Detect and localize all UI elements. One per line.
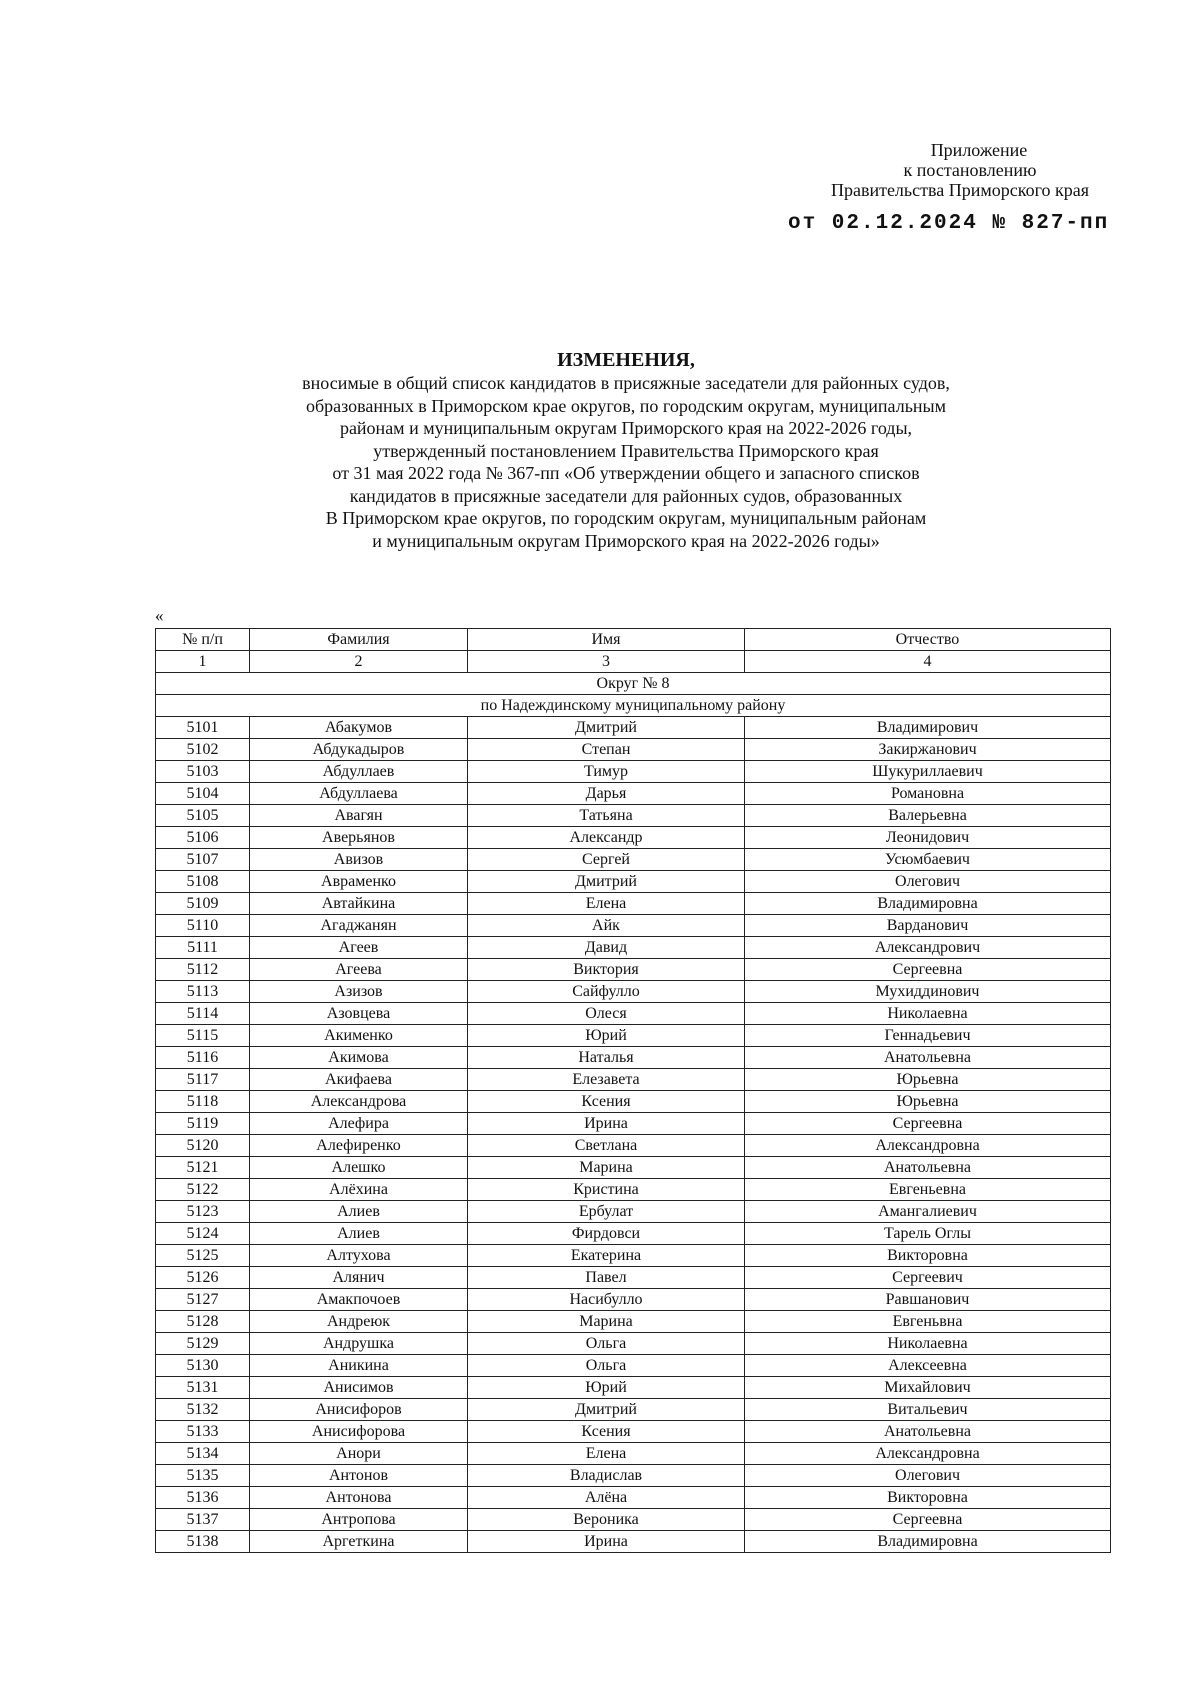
first-name-cell: Ксения: [468, 1421, 745, 1443]
row-number: 5104: [156, 783, 250, 805]
first-name-cell: Светлана: [468, 1135, 745, 1157]
first-name-cell: Юрий: [468, 1377, 745, 1399]
table-row: [156, 1245, 1111, 1267]
patronymic-cell: Валерьевна: [745, 805, 1111, 827]
table-row: [156, 1267, 1111, 1289]
patronymic-cell: Олегович: [745, 1465, 1111, 1487]
patronymic-cell: Тарель Оглы: [745, 1223, 1111, 1245]
first-name-cell: Марина: [468, 1157, 745, 1179]
row-number: 5131: [156, 1377, 250, 1399]
table-row: [156, 717, 1111, 739]
surname-cell: Александрова: [250, 1091, 468, 1113]
first-name-cell: Павел: [468, 1267, 745, 1289]
patronymic-cell: Михайлович: [745, 1377, 1111, 1399]
patronymic-cell: Леонидович: [745, 827, 1111, 849]
row-number: 5133: [156, 1421, 250, 1443]
first-name-cell: Елена: [468, 1443, 745, 1465]
header-patronymic: Отчество: [745, 629, 1111, 651]
patronymic-cell: Николаевна: [745, 1333, 1111, 1355]
row-number: 5119: [156, 1113, 250, 1135]
column-number: 3: [468, 651, 745, 673]
table-row: [156, 1047, 1111, 1069]
table-row: [156, 1289, 1111, 1311]
first-name-cell: Ирина: [468, 1113, 745, 1135]
first-name-cell: Алёна: [468, 1487, 745, 1509]
first-name-cell: Елена: [468, 893, 745, 915]
first-name-cell: Татьяна: [468, 805, 745, 827]
table-row: [156, 1201, 1111, 1223]
surname-cell: Алефиренко: [250, 1135, 468, 1157]
header-surname: Фамилия: [250, 629, 468, 651]
surname-cell: Авраменко: [250, 871, 468, 893]
row-number: 5122: [156, 1179, 250, 1201]
surname-cell: Аникина: [250, 1355, 468, 1377]
first-name-cell: Ольга: [468, 1355, 745, 1377]
surname-cell: Андрушка: [250, 1333, 468, 1355]
row-number: 5108: [156, 871, 250, 893]
first-name-cell: Фирдовси: [468, 1223, 745, 1245]
row-number: 5135: [156, 1465, 250, 1487]
row-number: 5106: [156, 827, 250, 849]
table-row: [156, 1443, 1111, 1465]
row-number: 5124: [156, 1223, 250, 1245]
row-number: 5101: [156, 717, 250, 739]
surname-cell: Анисимов: [250, 1377, 468, 1399]
row-number: 5107: [156, 849, 250, 871]
patronymic-cell: Анатольевна: [745, 1157, 1111, 1179]
patronymic-cell: Александровна: [745, 1135, 1111, 1157]
title-heading: ИЗМЕНЕНИЯ,: [557, 349, 695, 371]
first-name-cell: Олеся: [468, 1003, 745, 1025]
first-name-cell: Ирина: [468, 1531, 745, 1553]
first-name-cell: Наталья: [468, 1047, 745, 1069]
patronymic-cell: Мухиддинович: [745, 981, 1111, 1003]
patronymic-cell: Сергеевна: [745, 1509, 1111, 1531]
first-name-cell: Насибулло: [468, 1289, 745, 1311]
surname-cell: Антонова: [250, 1487, 468, 1509]
patronymic-cell: Викторовна: [745, 1487, 1111, 1509]
patronymic-cell: Равшанович: [745, 1289, 1111, 1311]
row-number: 5117: [156, 1069, 250, 1091]
row-number: 5125: [156, 1245, 250, 1267]
surname-cell: Анисифорова: [250, 1421, 468, 1443]
surname-cell: Амакпочоев: [250, 1289, 468, 1311]
surname-cell: Акифаева: [250, 1069, 468, 1091]
surname-cell: Аверьянов: [250, 827, 468, 849]
table-row: [156, 1465, 1111, 1487]
patronymic-cell: Владимирович: [745, 717, 1111, 739]
candidates-table: [155, 628, 1111, 1553]
surname-cell: Алиев: [250, 1201, 468, 1223]
first-name-cell: Сайфулло: [468, 981, 745, 1003]
column-number: 1: [156, 651, 250, 673]
subtitle-line: В Приморском крае округов, по городским округам, муниципальным районам: [325, 508, 927, 528]
row-number: 5112: [156, 959, 250, 981]
patronymic-cell: Олегович: [745, 871, 1111, 893]
patronymic-cell: Романовна: [745, 783, 1111, 805]
row-number: 5121: [156, 1157, 250, 1179]
appendix-block: [760, 140, 1160, 200]
surname-cell: Алешко: [250, 1157, 468, 1179]
first-name-cell: Екатерина: [468, 1245, 745, 1267]
patronymic-cell: Викторовна: [745, 1245, 1111, 1267]
surname-cell: Агеева: [250, 959, 468, 981]
row-number: 5109: [156, 893, 250, 915]
patronymic-cell: Сергеевич: [745, 1267, 1111, 1289]
subtitle-line: районам и муниципальным округам Приморского края на 2022-2026 годы,: [339, 418, 913, 438]
table-row: [156, 1509, 1111, 1531]
table-row: [156, 915, 1111, 937]
patronymic-cell: Юрьевна: [745, 1091, 1111, 1113]
column-number: 2: [250, 651, 468, 673]
first-name-cell: Марина: [468, 1311, 745, 1333]
patronymic-cell: Анатольевна: [745, 1047, 1111, 1069]
surname-cell: Алёхина: [250, 1179, 468, 1201]
row-number: 5129: [156, 1333, 250, 1355]
patronymic-cell: Сергеевна: [745, 959, 1111, 981]
patronymic-cell: Алексеевна: [745, 1355, 1111, 1377]
patronymic-cell: Евгеньевна: [745, 1179, 1111, 1201]
table-row: [156, 1333, 1111, 1355]
decree-reference: от 02.12.2024 № 827-пп: [788, 212, 1110, 235]
patronymic-cell: Шукуриллаевич: [745, 761, 1111, 783]
row-number: 5123: [156, 1201, 250, 1223]
first-name-cell: Давид: [468, 937, 745, 959]
table-row: [156, 1311, 1111, 1333]
appendix-line: к постановлению: [903, 160, 1037, 180]
subtitle-line: от 31 мая 2022 года № 367-пп «Об утверждении общего и запасного списков: [332, 463, 920, 483]
surname-cell: Агеев: [250, 937, 468, 959]
row-number: 5110: [156, 915, 250, 937]
appendix-line: Правительства Приморского края: [830, 180, 1090, 200]
header-row: [156, 629, 1111, 651]
first-name-cell: Владислав: [468, 1465, 745, 1487]
column-number: 4: [745, 651, 1111, 673]
patronymic-cell: Александрович: [745, 937, 1111, 959]
patronymic-cell: Владимировна: [745, 1531, 1111, 1553]
surname-cell: Алефира: [250, 1113, 468, 1135]
row-number: 5115: [156, 1025, 250, 1047]
surname-cell: Автайкина: [250, 893, 468, 915]
patronymic-cell: Амангалиевич: [745, 1201, 1111, 1223]
table-row: [156, 1223, 1111, 1245]
table-row: [156, 1157, 1111, 1179]
table-row: [156, 1003, 1111, 1025]
header-number: № п/п: [156, 629, 250, 651]
table-row: [156, 761, 1111, 783]
row-number: 5137: [156, 1509, 250, 1531]
patronymic-cell: Анатольевна: [745, 1421, 1111, 1443]
table-row: [156, 1135, 1111, 1157]
row-number: 5103: [156, 761, 250, 783]
row-number: 5118: [156, 1091, 250, 1113]
row-number: 5111: [156, 937, 250, 959]
patronymic-cell: Николаевна: [745, 1003, 1111, 1025]
row-number: 5113: [156, 981, 250, 1003]
patronymic-cell: Евгеньвна: [745, 1311, 1111, 1333]
patronymic-cell: Витальевич: [745, 1399, 1111, 1421]
surname-cell: Авагян: [250, 805, 468, 827]
row-number: 5138: [156, 1531, 250, 1553]
surname-cell: Абдуллаева: [250, 783, 468, 805]
header-name: Имя: [468, 629, 745, 651]
surname-cell: Антропова: [250, 1509, 468, 1531]
table-row: [156, 893, 1111, 915]
first-name-cell: Айк: [468, 915, 745, 937]
subtitle-line: утвержденный постановлением Правительства Приморского края: [373, 440, 879, 461]
table-row: [156, 937, 1111, 959]
opening-quote: «: [155, 606, 164, 625]
row-number: 5105: [156, 805, 250, 827]
patronymic-cell: Владимировна: [745, 893, 1111, 915]
first-name-cell: Ольга: [468, 1333, 745, 1355]
table-row: [156, 1091, 1111, 1113]
first-name-cell: Дмитрий: [468, 871, 745, 893]
table-row: [156, 1531, 1111, 1553]
table-row: [156, 1025, 1111, 1047]
surname-cell: Аргеткина: [250, 1531, 468, 1553]
district-label: Округ № 8: [156, 673, 1111, 695]
table-row: [156, 981, 1111, 1003]
table-row: [156, 959, 1111, 981]
patronymic-cell: Усюмбаевич: [745, 849, 1111, 871]
surname-cell: Абдукадыров: [250, 739, 468, 761]
first-name-cell: Кристина: [468, 1179, 745, 1201]
first-name-cell: Дарья: [468, 783, 745, 805]
patronymic-cell: Варданович: [745, 915, 1111, 937]
row-number: 5136: [156, 1487, 250, 1509]
row-number: 5126: [156, 1267, 250, 1289]
row-number: 5116: [156, 1047, 250, 1069]
surname-cell: Азизов: [250, 981, 468, 1003]
column-number-row: [156, 651, 1111, 673]
patronymic-cell: Александровна: [745, 1443, 1111, 1465]
surname-cell: Абдуллаев: [250, 761, 468, 783]
first-name-cell: Виктория: [468, 959, 745, 981]
row-number: 5134: [156, 1443, 250, 1465]
row-number: 5127: [156, 1289, 250, 1311]
district-row: [156, 673, 1111, 695]
table-row: [156, 1069, 1111, 1091]
surname-cell: Агаджанян: [250, 915, 468, 937]
row-number: 5130: [156, 1355, 250, 1377]
table-row: [156, 827, 1111, 849]
first-name-cell: Елезавета: [468, 1069, 745, 1091]
table-row: [156, 849, 1111, 871]
appendix-line: Приложение: [930, 140, 1028, 160]
table-row: [156, 783, 1111, 805]
row-number: 5128: [156, 1311, 250, 1333]
first-name-cell: Сергей: [468, 849, 745, 871]
surname-cell: Алтухова: [250, 1245, 468, 1267]
surname-cell: Алиев: [250, 1223, 468, 1245]
first-name-cell: Дмитрий: [468, 717, 745, 739]
patronymic-cell: Юрьевна: [745, 1069, 1111, 1091]
subdistrict-label: по Надеждинскому муниципальному району: [156, 695, 1111, 717]
surname-cell: Абакумов: [250, 717, 468, 739]
table-row: [156, 1113, 1111, 1135]
first-name-cell: Ербулат: [468, 1201, 745, 1223]
surname-cell: Авизов: [250, 849, 468, 871]
row-number: 5114: [156, 1003, 250, 1025]
first-name-cell: Юрий: [468, 1025, 745, 1047]
table-row: [156, 1421, 1111, 1443]
row-number: 5102: [156, 739, 250, 761]
row-number: 5120: [156, 1135, 250, 1157]
surname-cell: Акимова: [250, 1047, 468, 1069]
surname-cell: Анори: [250, 1443, 468, 1465]
subtitle-line: образованных в Приморском крае округов, по городским округам, муниципальным: [305, 395, 947, 416]
table-row: [156, 805, 1111, 827]
subdistrict-row: [156, 695, 1111, 717]
first-name-cell: Вероника: [468, 1509, 745, 1531]
first-name-cell: Тимур: [468, 761, 745, 783]
table-row: [156, 1179, 1111, 1201]
surname-cell: Анисифоров: [250, 1399, 468, 1421]
document-title: [0, 348, 1200, 552]
subtitle-line: и муниципальным округам Приморского края на 2022-2026 годы»: [372, 530, 880, 551]
table-row: [156, 1355, 1111, 1377]
table-row: [156, 739, 1111, 761]
patronymic-cell: Закиржанович: [745, 739, 1111, 761]
table-row: [156, 1487, 1111, 1509]
table-row: [156, 871, 1111, 893]
surname-cell: Акименко: [250, 1025, 468, 1047]
subtitle-line: кандидатов в присяжные заседатели для районных судов, образованных: [349, 485, 903, 506]
table-row: [156, 1399, 1111, 1421]
surname-cell: Антонов: [250, 1465, 468, 1487]
surname-cell: Алянич: [250, 1267, 468, 1289]
surname-cell: Азовцева: [250, 1003, 468, 1025]
first-name-cell: Александр: [468, 827, 745, 849]
first-name-cell: Степан: [468, 739, 745, 761]
row-number: 5132: [156, 1399, 250, 1421]
table-row: [156, 1377, 1111, 1399]
patronymic-cell: Геннадьевич: [745, 1025, 1111, 1047]
subtitle-line: вносимые в общий список кандидатов в присяжные заседатели для районных судов,: [302, 373, 950, 393]
first-name-cell: Ксения: [468, 1091, 745, 1113]
surname-cell: Андреюк: [250, 1311, 468, 1333]
patronymic-cell: Сергеевна: [745, 1113, 1111, 1135]
first-name-cell: Дмитрий: [468, 1399, 745, 1421]
